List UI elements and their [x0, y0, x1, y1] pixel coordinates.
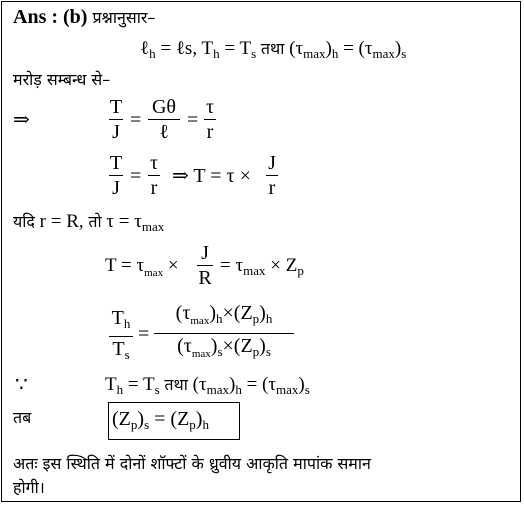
sub-h: h [235, 382, 242, 397]
numerator: J [268, 152, 276, 174]
sub-s: s [251, 46, 257, 61]
sub-h: h [149, 46, 156, 61]
eq-text: ) [325, 38, 332, 59]
equals-sign: = [138, 323, 150, 345]
eq-text: ) [259, 302, 266, 324]
T-symbol: T [105, 374, 117, 395]
eq-text: ) [209, 302, 216, 324]
eq-text: (τ [175, 302, 191, 324]
eq-text: (τ [177, 335, 192, 357]
fraction-bar [148, 175, 160, 176]
eq-text: (τ [289, 38, 304, 59]
fraction-T-J [109, 96, 123, 143]
to-word: तो [88, 212, 102, 231]
fraction-tau-r [204, 96, 216, 143]
numerator: J [201, 242, 209, 264]
fraction-bar [266, 175, 278, 176]
fraction-T-J [109, 152, 123, 199]
numerator [154, 302, 294, 332]
sub-p: p [130, 417, 138, 432]
sub-s: s [144, 417, 150, 432]
sub-p: p [252, 311, 260, 326]
sub-h: h [216, 311, 223, 326]
fraction-Th-Ts [109, 307, 133, 366]
fraction-bar [197, 265, 213, 266]
implies-arrow: ⇒ [13, 109, 30, 131]
eq-text: = T [219, 38, 252, 59]
sub-p: p [189, 417, 196, 432]
equal-torque-line [105, 374, 310, 401]
eq-text: = ℓs, T [155, 38, 214, 59]
eq-text: ×(Z [222, 335, 253, 357]
fraction-bar [154, 333, 294, 334]
sub-h: h [213, 46, 220, 61]
tab-word: तब [13, 408, 32, 427]
denominator: ℓ [159, 121, 169, 143]
eq-text: (τ [192, 374, 207, 395]
T-symbol: T [112, 338, 125, 360]
sub-h: h [265, 311, 273, 326]
equals-sign: = [187, 109, 199, 131]
fraction-bar [109, 336, 133, 337]
eq-text: ) [259, 335, 266, 357]
sub-max: max [372, 46, 395, 61]
torque-expression [105, 255, 179, 284]
sub-h: h [123, 316, 131, 331]
sub-max: max [276, 382, 299, 397]
denominator: J [112, 177, 120, 199]
answer-label: Ans : (b) [13, 6, 88, 28]
sub-s: s [401, 46, 407, 61]
numerator: Gθ [151, 96, 177, 118]
sub-s: s [217, 344, 223, 359]
yadi-word: यदि [13, 212, 35, 231]
sub-s: s [124, 347, 130, 362]
eq-text: (Z [112, 408, 131, 430]
eq-text: (Z [170, 408, 190, 430]
sub-h: h [331, 46, 339, 61]
tatha-word: तथा [164, 375, 188, 394]
eq-text: T = τ [105, 255, 145, 276]
eq-text: ) [394, 38, 402, 59]
conclusion-line-1: अतः इस स्थिति में दोनों शॉफ्टों के ध्रुवीय आकृति मापांक समान [13, 454, 371, 473]
ell-symbol: ℓ [140, 38, 150, 59]
eq-text: ×(Z [222, 302, 253, 324]
sub-max: max [243, 263, 266, 278]
fraction-ratio [154, 302, 294, 365]
times-sign: × [163, 255, 179, 276]
eq-text: ) [137, 408, 145, 430]
sub-max: max [206, 382, 230, 397]
denominator: r [150, 177, 158, 199]
numerator: T [109, 152, 123, 174]
sub-max: max [144, 267, 164, 279]
denominator [109, 338, 133, 366]
denominator [154, 335, 294, 365]
fraction-bar [148, 119, 180, 120]
answer-box [1, 1, 521, 502]
fraction-J-R [197, 242, 213, 289]
sub-s: s [154, 382, 160, 397]
given-relation [140, 38, 406, 65]
result-equation [112, 408, 209, 436]
T-symbol: T [111, 307, 124, 329]
sub-max: max [191, 348, 211, 360]
result-text: τ = τ [101, 211, 142, 232]
eq-text: = (τ [241, 374, 277, 395]
sub-max: max [190, 315, 210, 327]
numerator: τ [149, 152, 159, 174]
eq-text: = T [123, 374, 155, 395]
sub-s: s [304, 382, 310, 397]
equals-sign: = [130, 165, 142, 187]
denominator: R [198, 267, 212, 289]
numerator: T [109, 96, 123, 118]
fraction-tau-r [148, 152, 160, 199]
fraction-Gtheta-l [148, 96, 180, 143]
torsion-relation-text: मरोड़ सम्बन्ध से– [13, 70, 111, 89]
fraction-J-r [266, 152, 278, 199]
sub-p: p [252, 344, 260, 359]
sub-s: s [265, 344, 271, 359]
denominator: J [112, 121, 120, 143]
sub-p: p [297, 263, 304, 278]
equals-sign: = [130, 109, 142, 131]
fraction-bar [109, 175, 123, 176]
conclusion-line-2: होगी। [13, 478, 45, 497]
sub-max: max [303, 46, 326, 61]
numerator [109, 307, 133, 335]
eq-text: ) [229, 374, 236, 395]
tatha-word: तथा [260, 39, 285, 58]
eq-text: × Z [265, 255, 298, 276]
implies-expression: ⇒ T = τ × [172, 165, 251, 187]
sub-h: h [202, 417, 209, 432]
fraction-bar [109, 119, 123, 120]
condition-text: r = R, [34, 211, 89, 232]
eq-text: ) [298, 374, 305, 395]
fraction-bar [204, 119, 216, 120]
numerator: τ [205, 96, 215, 118]
condition-line [13, 211, 164, 238]
eq-text: ) [195, 408, 203, 430]
eq-text: = (τ [338, 38, 373, 59]
denominator: r [268, 177, 276, 199]
eq-text: ) [210, 335, 218, 357]
sub-max: max [141, 219, 165, 234]
sub-h: h [116, 382, 124, 397]
eq-text: = τ [220, 255, 244, 276]
torque-rhs [220, 255, 304, 282]
because-symbol: ∵ [15, 374, 28, 396]
equals-sign: = [149, 408, 171, 430]
answer-heading [13, 6, 155, 29]
denominator: r [206, 121, 214, 143]
heading-word: प्रश्नानुसार– [92, 8, 156, 27]
